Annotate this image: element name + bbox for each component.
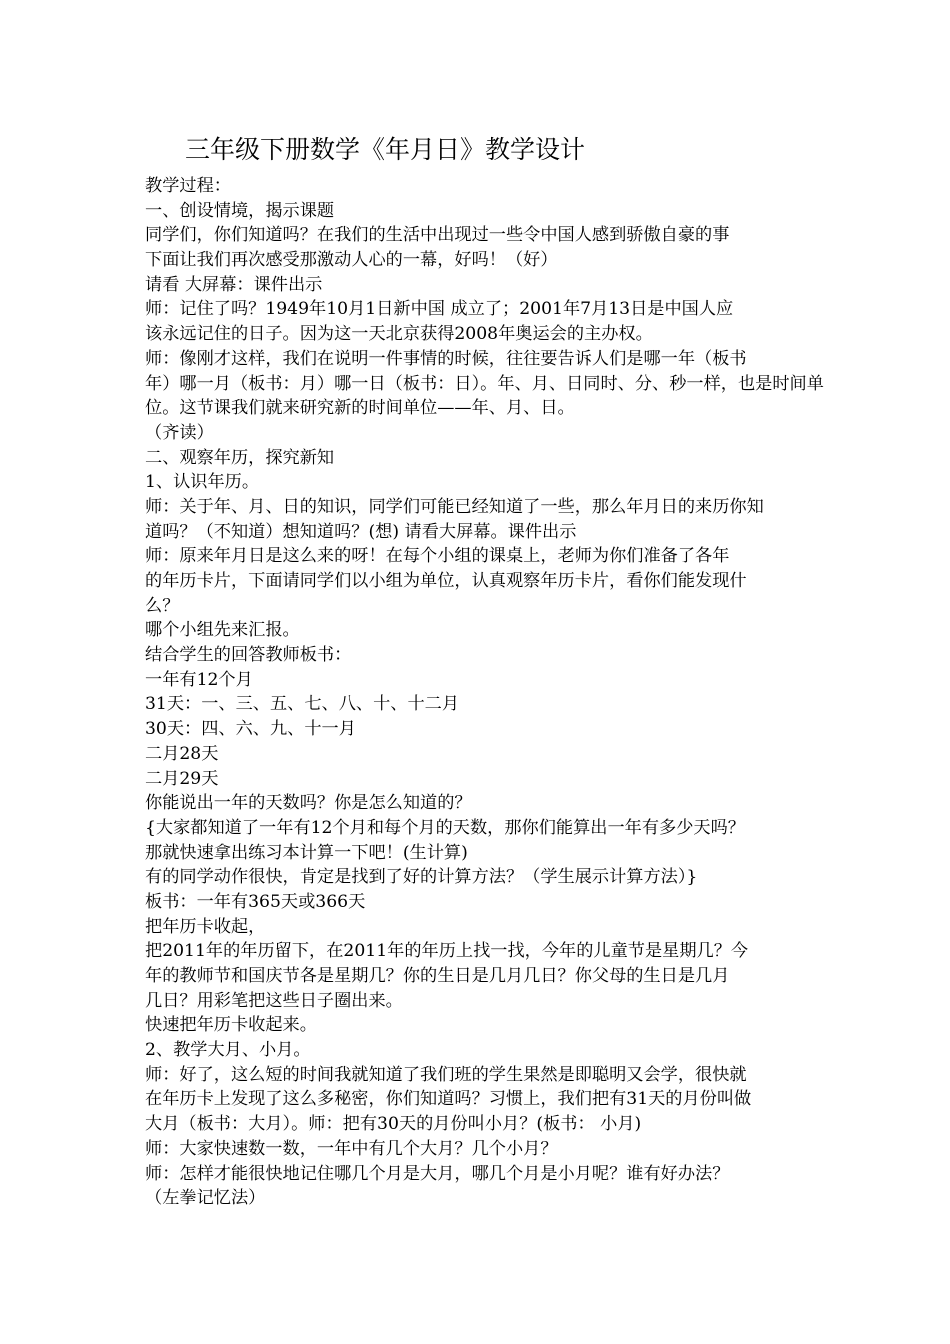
text-line: 大月（板书：大月）。师：把有30天的月份叫小月？(板书： 小月) bbox=[145, 1114, 642, 1135]
text-line: 二月29天 bbox=[145, 768, 219, 789]
text-line: 教学过程： bbox=[145, 176, 231, 196]
text-line: 那就快速拿出练习本计算一下吧！(生计算) bbox=[145, 842, 468, 863]
text-line: 1、认识年历。 bbox=[145, 472, 260, 493]
text-line: 师：好了，这么短的时间我就知道了我们班的学生果然是即聪明又会学，很快就 bbox=[145, 1064, 747, 1085]
text-line: 同学们，你们知道吗？在我们的生活中出现过一些令中国人感到骄傲自豪的事 bbox=[145, 225, 730, 246]
text-line: 哪个小组先来汇报。 bbox=[145, 620, 300, 641]
document-body bbox=[145, 174, 824, 1211]
text-line: 几日？用彩笔把这些日子圈出来。 bbox=[145, 990, 403, 1011]
text-line: 师：像刚才这样，我们在说明一件事情的时候，往往要告诉人们是哪一年（板书 bbox=[145, 348, 747, 369]
text-line: 在年历卡上发现了这么多秘密，你们知道吗？习惯上，我们把有31天的月份叫做 bbox=[145, 1089, 752, 1110]
text-line: 年）哪一月（板书：月）哪一日（板书：日）。年、月、日同时、分、秒一样，也是时间单 bbox=[145, 373, 824, 394]
text-line: 30天：四、六、九、十一月 bbox=[145, 719, 356, 740]
text-line: 把2011年的年历留下，在2011年的年历上找一找，今年的儿童节是星期几？今 bbox=[145, 941, 749, 962]
text-line: （左拳记忆法） bbox=[145, 1188, 266, 1209]
text-line: 师：大家快速数一数，一年中有几个大月？几个小月？ bbox=[145, 1138, 558, 1159]
text-line: 年的教师节和国庆节各是星期几？你的生日是几月几日？你父母的生日是几月 bbox=[145, 966, 730, 986]
text-line: 有的同学动作很快，肯定是找到了好的计算方法？（学生展示计算方法）} bbox=[145, 867, 698, 888]
text-line: 31天：一、三、五、七、八、十、十二月 bbox=[145, 694, 460, 715]
text-line: 一、创设情境，揭示课题 bbox=[145, 200, 335, 221]
text-line: 么？ bbox=[145, 595, 180, 616]
text-line: 师：怎样才能很快地记住哪几个月是大月，哪几个月是小月呢？谁有好办法？ bbox=[145, 1163, 730, 1184]
text-line: 结合学生的回答教师板书： bbox=[145, 645, 352, 666]
text-line: 师：记住了吗？1949年10月1日新中国 成立了；2001年7月13日是中国人应 bbox=[145, 299, 734, 320]
text-line: {大家都知道了一年有12个月和每个月的天数，那你们能算出一年有多少天吗？ bbox=[145, 817, 745, 838]
text-line: 你能说出一年的天数吗？你是怎么知道的？ bbox=[145, 793, 472, 814]
text-line: 师：原来年月日是这么来的呀！在每个小组的课桌上，老师为你们准备了各年 bbox=[145, 546, 730, 567]
text-line: 2、教学大月、小月。 bbox=[145, 1040, 311, 1061]
text-line: 请看 大屏幕：课件出示 bbox=[145, 274, 323, 295]
text-line: 一年有12个月 bbox=[145, 669, 253, 690]
text-line: 道吗？（不知道）想知道吗？(想) 请看大屏幕。课件出示 bbox=[145, 521, 577, 542]
text-line: 位。这节课我们就来研究新的时间单位——年、月、日。 bbox=[145, 398, 575, 419]
document-title: 三年级下册数学《年月日》教学设计 bbox=[185, 135, 586, 164]
text-line: 下面让我们再次感受那激动人心的一幕，好吗！（好） bbox=[145, 250, 558, 271]
text-line: 的年历卡片，下面请同学们以小组为单位，认真观察年历卡片，看你们能发现什 bbox=[145, 571, 747, 591]
text-line: 板书：一年有365天或366天 bbox=[145, 891, 366, 912]
text-line: 把年历卡收起， bbox=[145, 916, 266, 937]
text-line: （齐读） bbox=[145, 422, 214, 443]
text-line: 师：关于年、月、日的知识，同学们可能已经知道了一些，那么年月日的来历你知 bbox=[145, 496, 764, 517]
text-line: 二月28天 bbox=[145, 743, 219, 764]
text-line: 快速把年历卡收起来。 bbox=[145, 1015, 317, 1036]
text-line: 二、观察年历，探究新知 bbox=[145, 447, 335, 468]
text-line: 该永远记住的日子。因为这一天北京获得2008年奥运会的主办权。 bbox=[145, 324, 653, 345]
